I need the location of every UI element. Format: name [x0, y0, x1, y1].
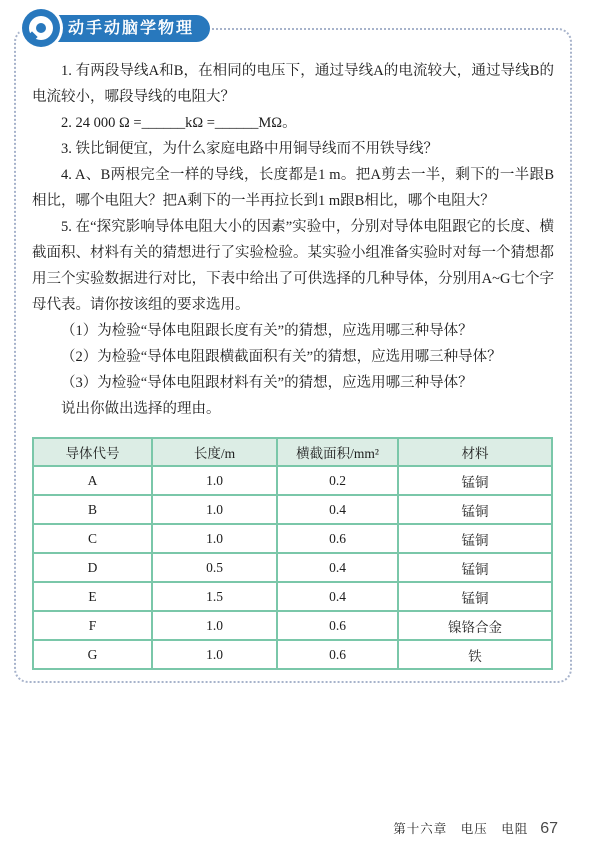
table-cell: 0.4: [277, 553, 398, 582]
table-cell: 1.0: [152, 495, 277, 524]
conductor-table-head: [33, 438, 552, 466]
table-cell: 1.0: [152, 640, 277, 669]
exercise-content: [32, 58, 554, 670]
table-row: [33, 582, 552, 611]
question-paragraph: 2. 24 000 Ω =______kΩ =______MΩ。: [61, 115, 297, 131]
question-paragraph: 3. 铁比铜便宜，为什么家庭电路中用铜导线而不用铁导线？: [61, 141, 438, 157]
header-row: [33, 438, 552, 466]
table-cell: F: [33, 611, 152, 640]
table-cell: 1.0: [152, 524, 277, 553]
question-paragraph: 5. 在“探究影响导体电阻大小的因素”实验中，分别对导体电阻跟它的长度、横截面积、材料有关的猜想进行了实验检验。某实验小组准备实验时对每一个猜想都用三个实验数据进行对比，下表中给出了可供选择的几种导体，分别用A~G七个字母代表。请你按该组的要求选用。: [32, 219, 554, 313]
table-row: [33, 466, 552, 495]
table-cell: 0.6: [277, 640, 398, 669]
table-cell: 0.6: [277, 611, 398, 640]
table-cell: 镍铬合金: [398, 611, 552, 640]
conductor-table: [32, 437, 553, 670]
table-cell: 0.2: [277, 466, 398, 495]
table-cell: D: [33, 553, 152, 582]
target-icon: [22, 9, 60, 47]
table-cell: G: [33, 640, 152, 669]
table-cell: C: [33, 524, 152, 553]
table-row: [33, 553, 552, 582]
table-cell: A: [33, 466, 152, 495]
column-header: 横截面积/mm²: [277, 438, 398, 466]
table-cell: 0.4: [277, 495, 398, 524]
table-row: [33, 524, 552, 553]
question-paragraph: （3）为检验“导体电阻跟材料有关”的猜想，应选用哪三种导体？: [61, 375, 473, 391]
table-cell: 0.6: [277, 524, 398, 553]
table-cell: 0.5: [152, 553, 277, 582]
page-footer: [393, 819, 558, 838]
target-icon-dot: [36, 23, 46, 33]
table-cell: 1.0: [152, 611, 277, 640]
table-cell: 0.4: [277, 582, 398, 611]
table-cell: 锰铜: [398, 495, 552, 524]
question-paragraph: 说出你做出选择的理由。: [61, 401, 221, 417]
section-title: 动手动脑学物理: [48, 15, 210, 42]
table-row: [33, 640, 552, 669]
table-cell: 锰铜: [398, 553, 552, 582]
column-header: 材料: [398, 438, 552, 466]
section-badge: [22, 9, 210, 47]
exercise-box: [14, 28, 572, 683]
table-cell: 锰铜: [398, 524, 552, 553]
question-paragraph: 4. A、B两根完全一样的导线，长度都是1 m。把A剪去一半，剩下的一半跟B相比，哪个电阻大？把A剩下的一半再拉长到1 m跟B相比，哪个电阻大？: [32, 167, 554, 209]
table-cell: 1.5: [152, 582, 277, 611]
conductor-table-body: [33, 466, 552, 669]
question-paragraph: （2）为检验“导体电阻跟横截面积有关”的猜想，应选用哪三种导体？: [61, 349, 502, 365]
question-paragraph: 1. 有两段导线A和B，在相同的电压下，通过导线A的电流较大，通过导线B的电流较小，哪段导线的电阻大？: [32, 63, 554, 105]
page-number: 67: [540, 820, 558, 837]
table-cell: 锰铜: [398, 466, 552, 495]
chapter-label: 第十六章 电压 电阻: [393, 822, 529, 836]
table-cell: B: [33, 495, 152, 524]
table-row: [33, 611, 552, 640]
question-paragraph: （1）为检验“导体电阻跟长度有关”的猜想，应选用哪三种导体？: [61, 323, 473, 339]
table-row: [33, 495, 552, 524]
column-header: 长度/m: [152, 438, 277, 466]
table-cell: 锰铜: [398, 582, 552, 611]
column-header: 导体代号: [33, 438, 152, 466]
table-cell: 1.0: [152, 466, 277, 495]
table-cell: E: [33, 582, 152, 611]
table-cell: 铁: [398, 640, 552, 669]
questions-list: [32, 58, 554, 422]
